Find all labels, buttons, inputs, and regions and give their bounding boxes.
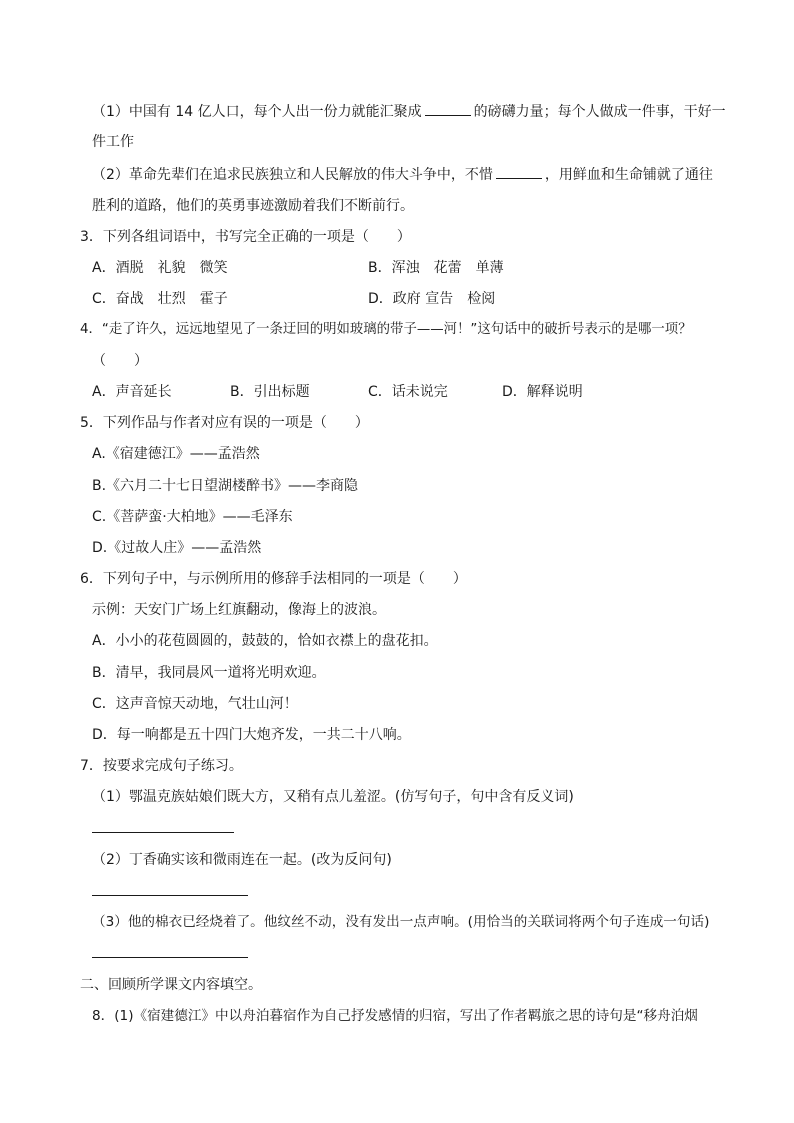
section-2-title: 二、回顾所学课文内容填空。	[80, 977, 262, 993]
q7-sub2: （2）丁香确实该和微雨连在一起。(改为反问句)	[92, 852, 392, 868]
q5-option-d[interactable]: D.《过故人庄》——孟浩然	[92, 540, 262, 556]
q3-option-a[interactable]: A．酒脱 礼貌 微笑	[92, 260, 228, 276]
q2-sub1-continuation: 件工作	[92, 134, 134, 150]
q7-sub3: （3）他的棉衣已经烧着了。他纹丝不动，没有发出一点声响。(用恰当的关联词将两个句子连成一句话)	[92, 914, 710, 930]
q6-option-a[interactable]: A．小小的花苞圆圆的，鼓鼓的，恰如衣襟上的盘花扣。	[92, 633, 438, 649]
q2-sub1-text-b: 的磅礴力量；每个人做成一件事，干好一	[473, 104, 726, 120]
q4-option-c[interactable]: C．话未说完	[368, 384, 448, 400]
q3-option-b[interactable]: B．浑浊 花蕾 单薄	[368, 260, 504, 276]
q2-sub1-text-a: （1）中国有 14 亿人口，每个人出一份力就能汇聚成	[92, 104, 422, 120]
q6-option-c[interactable]: C．这声音惊天动地，气壮山河！	[92, 696, 298, 712]
q4-answer-paren[interactable]: （ ）	[92, 353, 148, 369]
q4-option-d[interactable]: D．解释说明	[502, 384, 583, 400]
q5-option-c[interactable]: C.《菩萨蛮·大柏地》——毛泽东	[92, 509, 293, 525]
q4-option-b[interactable]: B．引出标题	[230, 384, 310, 400]
q7-sub1-answer-line[interactable]	[92, 832, 234, 833]
q7-sub2-answer-line[interactable]	[92, 895, 248, 896]
q6-stem: 6．下列句子中，与示例所用的修辞手法相同的一项是（ ）	[80, 571, 467, 587]
q8-line: 8．(1)《宿建德江》中以舟泊暮宿作为自己抒发感情的归宿，写出了作者羁旅之思的诗句是“移舟泊烟	[92, 1008, 698, 1024]
q5-stem: 5．下列作品与作者对应有误的一项是（ ）	[80, 415, 369, 431]
q5-option-a[interactable]: A.《宿建德江》——孟浩然	[92, 446, 260, 462]
q7-stem: 7．按要求完成句子练习。	[80, 758, 243, 774]
q7-sub3-answer-line[interactable]	[92, 957, 248, 958]
q3-option-c[interactable]: C．奋战 壮烈 霍子	[92, 291, 228, 307]
q5-option-b[interactable]: B.《六月二十七日望湖楼醉书》——李商隐	[92, 478, 359, 494]
q3-stem: 3．下列各组词语中，书写完全正确的一项是（ ）	[80, 229, 411, 245]
q2-sub2-blank[interactable]	[496, 165, 542, 179]
q6-example: 示例：天安门广场上红旗翻动，像海上的波浪。	[92, 602, 386, 618]
q6-option-d[interactable]: D．每一响都是五十四门大炮齐发，一共二十八响。	[92, 727, 411, 743]
q2-sub2-text-a: （2）革命先辈们在追求民族独立和人民解放的伟大斗争中，不惜	[92, 167, 493, 183]
q4-option-a[interactable]: A．声音延长	[92, 384, 172, 400]
q3-option-d[interactable]: D．政府 宣告 检阅	[368, 291, 496, 307]
q7-sub1: （1）鄂温克族姑娘们既大方，又稍有点儿羞涩。(仿写句子，句中含有反义词)	[92, 789, 574, 805]
q2-sub2-line	[92, 165, 713, 184]
q2-sub2-continuation: 胜利的道路，他们的英勇事迹激励着我们不断前行。	[92, 198, 414, 214]
q2-sub2-text-b: ，用鲜血和生命铺就了通往	[544, 167, 713, 183]
q4-stem: 4．“走了许久，远远地望见了一条迂回的明如玻璃的带子——河！”这句话中的破折号表示的是哪一项？	[80, 322, 692, 337]
q6-option-b[interactable]: B．清早，我同晨风一道将光明欢迎。	[92, 665, 326, 681]
q2-sub1-line	[92, 102, 726, 121]
q2-sub1-blank[interactable]	[425, 102, 471, 116]
